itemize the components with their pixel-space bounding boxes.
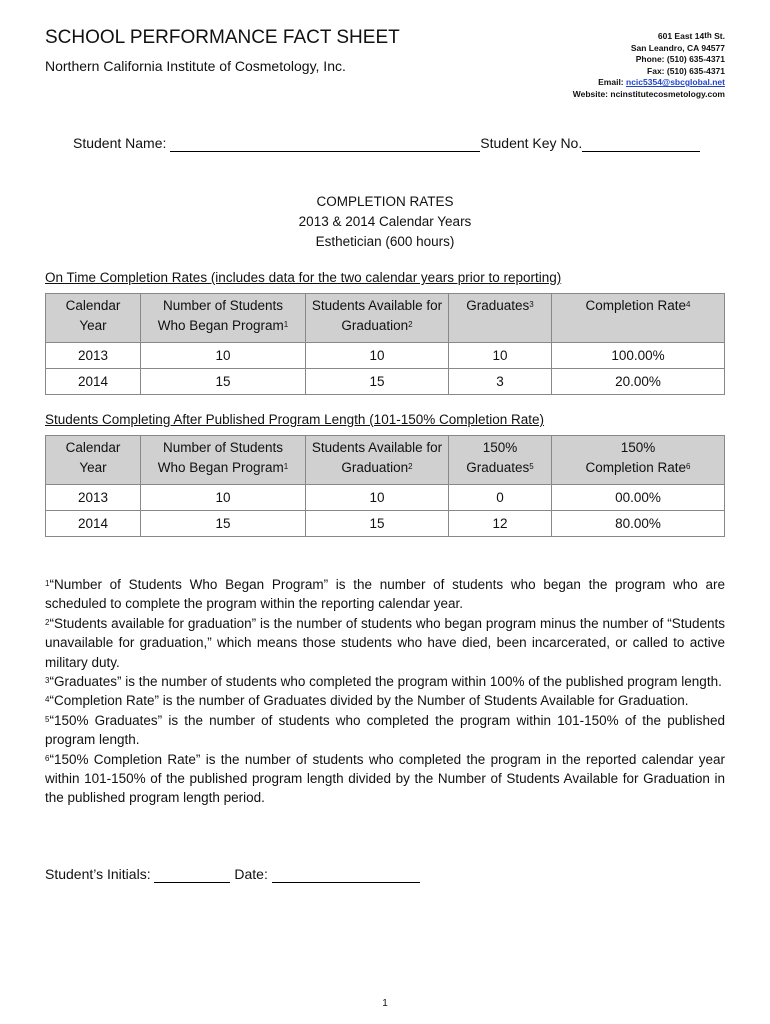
table-cell: 10	[141, 485, 306, 511]
address-line1: 601 East 14th St.	[657, 31, 725, 41]
table2-title: Students Completing After Published Program Length (101-150% Completion Rate)	[45, 412, 545, 427]
table-cell: 2014	[46, 369, 141, 395]
student-key-field[interactable]	[582, 135, 700, 152]
column-header: Completion Rate$^4$	[552, 294, 725, 343]
table-cell: 12	[449, 511, 552, 537]
column-header: 150% Completion Rate$^6$	[552, 436, 725, 485]
column-header: Students Available for Graduation$^2$	[306, 294, 449, 343]
email-line: Email: ncic5354@sbcglobal.net	[598, 77, 725, 87]
website: Website: ncinstitutecosmetology.com	[572, 88, 725, 99]
phone: Phone: (510) 635-4371	[635, 54, 725, 64]
student-info-row	[73, 135, 700, 152]
initials-label: Student’s Initials:	[45, 866, 155, 882]
table-cell: 0	[449, 485, 552, 511]
footnote: $^3$“Graduates” is the number of students who completed the program within 100% of the published program length.	[45, 674, 722, 690]
completion-program: Esthetician (600 hours)	[315, 234, 455, 249]
table-cell: 3	[449, 369, 552, 395]
column-header: Graduates$^3$	[449, 294, 552, 343]
table-cell: 2014	[46, 511, 141, 537]
table1-title: On Time Completion Rates (includes data for the two calendar years prior to reporting)	[45, 270, 562, 285]
footnote: $^4$“Completion Rate” is the number of Graduates divided by the Number of Students Available for Graduation.	[45, 693, 689, 709]
footnote: $^1$“Number of Students Who Began Program” is the number of students who began the program who are scheduled to complete the program within the reporting calendar year.	[45, 577, 725, 612]
table-cell: 15	[306, 511, 449, 537]
contact-block	[573, 31, 725, 100]
extended-completion-table	[45, 435, 725, 537]
column-header: Number of Students Who Began Program$^1$	[141, 294, 306, 343]
column-header: 150% Graduates$^5$	[449, 436, 552, 485]
table-cell: 15	[306, 369, 449, 395]
column-header: Students Available for Graduation$^2$	[306, 436, 449, 485]
footnotes	[45, 575, 725, 808]
table-cell: 80.00%	[552, 511, 725, 537]
initials-field[interactable]	[154, 866, 230, 883]
footnote: $^6$“150% Completion Rate” is the number of students who completed the program in the reported calendar year within 101-150% of the published program length divided by the Number of Students Available for Graduation in the published program length period.	[45, 751, 725, 806]
table-cell: 10	[306, 485, 449, 511]
student-key-label: Student Key No.	[480, 135, 583, 151]
completion-heading-block	[0, 192, 770, 252]
table-cell: 00.00%	[552, 485, 725, 511]
completion-heading: COMPLETION RATES	[316, 194, 454, 209]
column-header: Number of Students Who Began Program$^1$	[141, 436, 306, 485]
on-time-completion-table	[45, 293, 725, 395]
email-link[interactable]: ncic5354@sbcglobal.net	[626, 77, 725, 87]
table-cell: 15	[141, 369, 306, 395]
date-label: Date:	[230, 866, 272, 882]
table-row	[46, 369, 725, 395]
table-row	[46, 343, 725, 369]
date-field[interactable]	[272, 866, 420, 883]
table-cell: 20.00%	[552, 369, 725, 395]
address-line2: San Leandro, CA 94577	[630, 42, 725, 53]
table-cell: 10	[306, 343, 449, 369]
fax: Fax: (510) 635-4371	[647, 65, 725, 76]
table-cell: 100.00%	[552, 343, 725, 369]
table-row	[46, 511, 725, 537]
student-name-label: Student Name:	[73, 135, 171, 151]
table-cell: 15	[141, 511, 306, 537]
page-number: 1	[382, 998, 388, 1009]
table-cell: 2013	[46, 485, 141, 511]
column-header: Calendar Year	[46, 436, 141, 485]
footnote: $^2$“Students available for graduation” is the number of students who began program minus the number of “Students unavailable for graduation,” which means those students who have died, been incarcerated, or called to active military duty.	[45, 615, 725, 670]
table-cell: 2013	[46, 343, 141, 369]
student-name-field[interactable]	[170, 135, 480, 152]
page-title: SCHOOL PERFORMANCE FACT SHEET	[45, 27, 400, 48]
table-row	[46, 485, 725, 511]
completion-years: 2013 & 2014 Calendar Years	[298, 214, 472, 229]
signature-row	[45, 866, 420, 883]
footnote: $^5$“150% Graduates” is the number of students who completed the program within 101-150% of the published program length.	[45, 712, 725, 748]
table-cell: 10	[141, 343, 306, 369]
column-header: Calendar Year	[46, 294, 141, 343]
institution-name: Northern California Institute of Cosmetology, Inc.	[45, 58, 346, 74]
table-cell: 10	[449, 343, 552, 369]
